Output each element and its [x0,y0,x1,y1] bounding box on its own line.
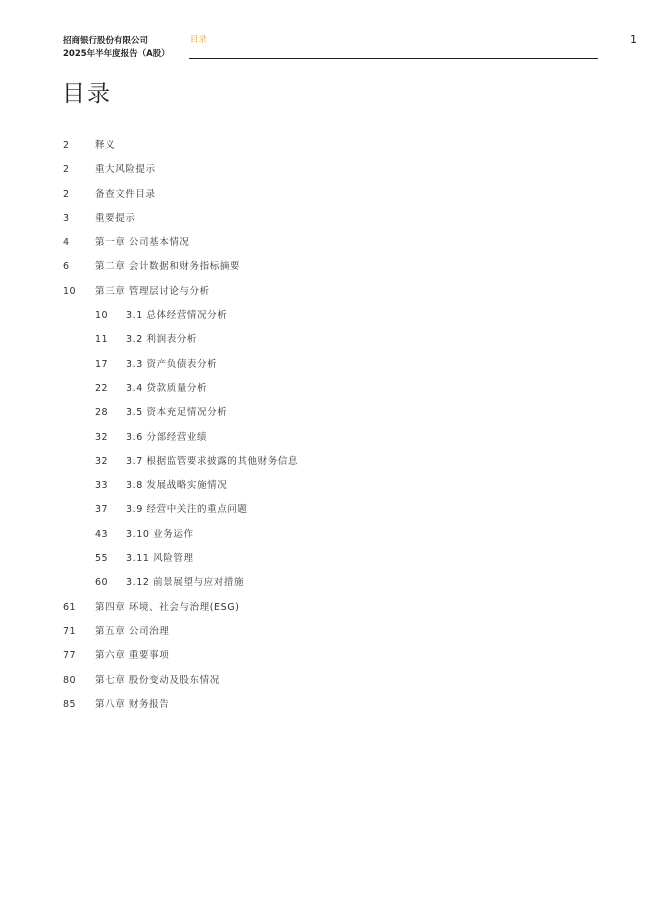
toc-title: 3.3 资产负债表分析 [126,358,218,370]
toc-entry[interactable] [0,187,662,211]
toc-page-number: 10 [95,310,109,322]
toc-title: 3.1 总体经营情况分析 [126,310,228,322]
toc-page-number: 2 [63,164,70,176]
toc-page-number: 33 [95,480,109,492]
toc-title: 3.4 贷款质量分析 [126,382,208,394]
toc-page-number: 10 [63,285,77,297]
toc-title: 第五章 公司治理 [95,625,170,637]
toc-title: 第一章 公司基本情况 [95,237,190,249]
toc-subentry[interactable] [0,575,662,599]
toc-entry[interactable] [0,259,662,283]
toc-entry[interactable] [0,138,662,162]
toc-subentry[interactable] [0,502,662,526]
toc-entry[interactable] [0,624,662,648]
toc-page-number: 77 [63,650,77,662]
toc-title: 3.5 资本充足情况分析 [126,407,228,419]
toc-page-number: 80 [63,674,77,686]
toc-page-number: 55 [95,553,109,565]
toc-page-number: 61 [63,601,77,613]
toc-title: 3.11 风险管理 [126,553,194,565]
toc-title: 备查文件目录 [95,188,156,200]
toc-subentry[interactable] [0,527,662,551]
company-header [63,35,170,61]
toc-title: 3.8 发展战略实施情况 [126,480,228,492]
toc-title: 重要提示 [95,212,136,224]
report-name: 2025年半年度报告（A股） [63,49,170,59]
toc-entry[interactable] [0,673,662,697]
toc-page-number: 71 [63,625,77,637]
toc-title: 第三章 管理层讨论与分析 [95,285,210,297]
toc-subentry[interactable] [0,454,662,478]
toc-title: 第四章 环境、社会与治理(ESG) [95,601,240,613]
company-name: 招商银行股份有限公司 [63,36,149,46]
section-label: 目录 [190,35,208,45]
toc-subentry[interactable] [0,332,662,356]
toc-page-number: 32 [95,431,109,443]
toc-subentry[interactable] [0,405,662,429]
toc-page-number: 32 [95,455,109,467]
toc-page-number: 3 [63,212,70,224]
toc-page-number: 37 [95,504,109,516]
toc-page-number: 2 [63,140,70,151]
toc-subentry[interactable] [0,381,662,405]
toc-entry[interactable] [0,284,662,308]
header-divider [189,58,598,59]
toc-entry[interactable] [0,235,662,259]
toc-title: 3.6 分部经营业绩 [126,431,208,443]
toc-page-number: 6 [63,261,70,273]
toc-page-number: 17 [95,358,109,370]
toc-title: 第八章 财务报告 [95,698,170,710]
toc-page-number: 11 [95,334,109,346]
toc-title: 3.7 根据监管要求披露的其他财务信息 [126,455,299,467]
toc-subentry[interactable] [0,357,662,381]
toc-entry[interactable] [0,697,662,721]
toc-page-number: 28 [95,407,109,419]
toc-subentry[interactable] [0,308,662,332]
page-number: 1 [630,33,637,46]
toc-title: 3.10 业务运作 [126,528,194,540]
toc-entry[interactable] [0,162,662,186]
toc-title: 第七章 股份变动及股东情况 [95,674,220,686]
toc-entry[interactable] [0,648,662,672]
table-of-contents [0,138,662,721]
toc-subentry[interactable] [0,478,662,502]
toc-title: 释义 [95,140,116,151]
toc-entry[interactable] [0,211,662,235]
toc-page-number: 22 [95,382,109,394]
toc-page-number: 60 [95,577,109,589]
page-title: 目录 [62,81,112,107]
toc-page-number: 43 [95,528,109,540]
toc-subentry[interactable] [0,430,662,454]
toc-title: 第六章 重要事项 [95,650,170,662]
toc-subentry[interactable] [0,551,662,575]
toc-page-number: 4 [63,237,70,249]
toc-title: 重大风险提示 [95,164,156,176]
toc-page-number: 2 [63,188,70,200]
toc-entry[interactable] [0,600,662,624]
toc-title: 3.2 利润表分析 [126,334,198,346]
toc-title: 3.12 前景展望与应对措施 [126,577,245,589]
toc-page-number: 85 [63,698,77,710]
toc-title: 3.9 经营中关注的重点问题 [126,504,248,516]
toc-title: 第二章 会计数据和财务指标摘要 [95,261,241,273]
